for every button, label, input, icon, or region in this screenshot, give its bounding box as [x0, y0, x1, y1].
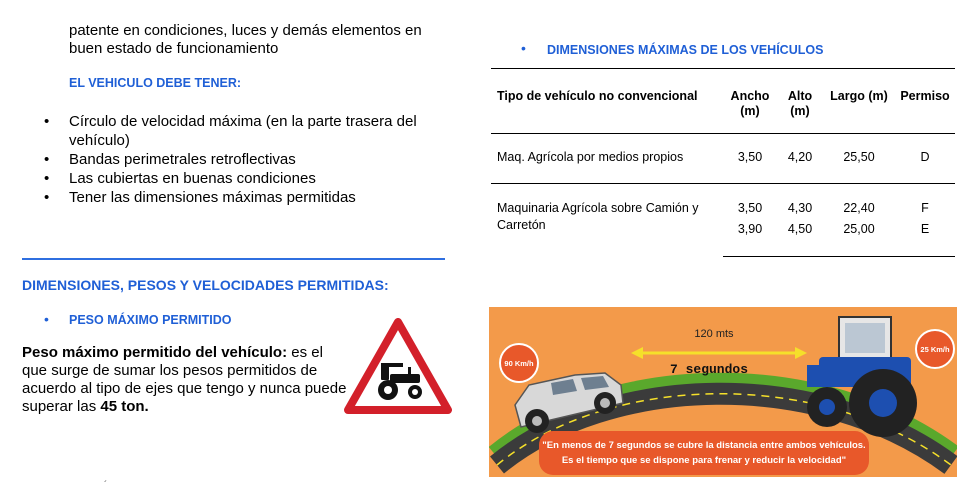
requirements-title: EL VEHICULO DEBE TENER:	[69, 76, 242, 90]
peso-limit: 45 ton.	[100, 398, 149, 415]
table-row	[491, 134, 955, 184]
list-item	[44, 150, 454, 169]
dimensions-table	[491, 68, 955, 257]
banner-caption-line-2: Es el tiempo que se dispone para frenar y reducir la velocidad"	[561, 455, 847, 466]
bullet-icon: •	[44, 113, 50, 130]
cell-type: Maquinaria Agrícola sobre Camión y Carretón	[497, 201, 699, 232]
list-item-text: Círculo de velocidad máxima (en la parte trasera del vehículo)	[69, 113, 417, 149]
table-row	[491, 184, 955, 218]
cell-height: 4,30	[787, 201, 813, 215]
bullet-icon: •	[44, 189, 50, 206]
cell-type: Maq. Agrícola por medios propios	[491, 134, 723, 184]
requirements-list	[44, 112, 454, 207]
cell-height: 4,50	[777, 217, 823, 257]
list-item-text: Tener las dimensiones máximas permitidas	[69, 189, 356, 206]
cell-height: 4,20	[777, 134, 823, 184]
banner-time-label: 7 segundos	[669, 362, 749, 377]
cell-width: 3,50	[737, 201, 763, 215]
cell-permit: D	[895, 134, 955, 184]
peso-title: PESO MÁXIMO PERMITIDO	[69, 313, 232, 327]
bullet-icon: •	[44, 151, 50, 168]
banner-caption-line-1: "En menos de 7 segundos se cubre la distancia entre ambos vehículos.	[542, 440, 866, 451]
list-item-text: Bandas perimetrales retroflectivas	[69, 151, 296, 168]
peso-paragraph	[22, 344, 352, 416]
peso-lead: Peso máximo permitido del vehículo:	[22, 344, 288, 361]
section-divider	[22, 258, 445, 260]
braking-distance-banner	[489, 307, 957, 477]
bullet-icon: •	[521, 40, 526, 56]
stray-mark: ´	[104, 480, 108, 491]
cell-length: 25,00	[823, 217, 895, 257]
column-header-type: Tipo de vehículo no convencional	[497, 89, 698, 103]
banner-distance-label: 120 mts	[694, 328, 734, 340]
dimensions-title: DIMENSIONES MÁXIMAS DE LOS VEHÍCULOS	[547, 43, 824, 57]
bullet-icon: •	[44, 170, 50, 187]
column-header-width: Ancho (m)	[730, 89, 770, 118]
list-item	[44, 169, 454, 188]
list-item	[44, 188, 454, 207]
cell-width: 3,50	[723, 134, 777, 184]
table-header-row	[491, 69, 955, 134]
cell-permit: F	[921, 201, 929, 215]
cell-width: 3,90	[723, 217, 777, 257]
speed-badge-right: 25 Km/h	[920, 345, 950, 354]
section-title: DIMENSIONES, PESOS Y VELOCIDADES PERMITIDAS:	[22, 277, 389, 293]
peso-body: es el que surge de sumar los pesos permitidos de acuerdo al tipo de ejes que tengo y nunca puede superar las	[22, 344, 347, 415]
intro-paragraph: patente en condiciones, luces y demás elementos en buen estado de funcionamiento	[69, 22, 422, 57]
cell-permit: E	[895, 217, 955, 257]
cell-length: 22,40	[843, 201, 875, 215]
bullet-icon: •	[44, 311, 49, 327]
column-header-length: Largo (m)	[830, 89, 888, 103]
column-header-height: Alto (m)	[787, 89, 813, 118]
speed-badge-left: 90 Km/h	[504, 359, 534, 368]
cell-length: 25,50	[823, 134, 895, 184]
list-item-text: Las cubiertas en buenas condiciones	[69, 170, 316, 187]
column-header-permit: Permiso	[900, 89, 950, 103]
tractor-warning-sign-icon	[344, 318, 452, 416]
list-item	[44, 112, 454, 150]
